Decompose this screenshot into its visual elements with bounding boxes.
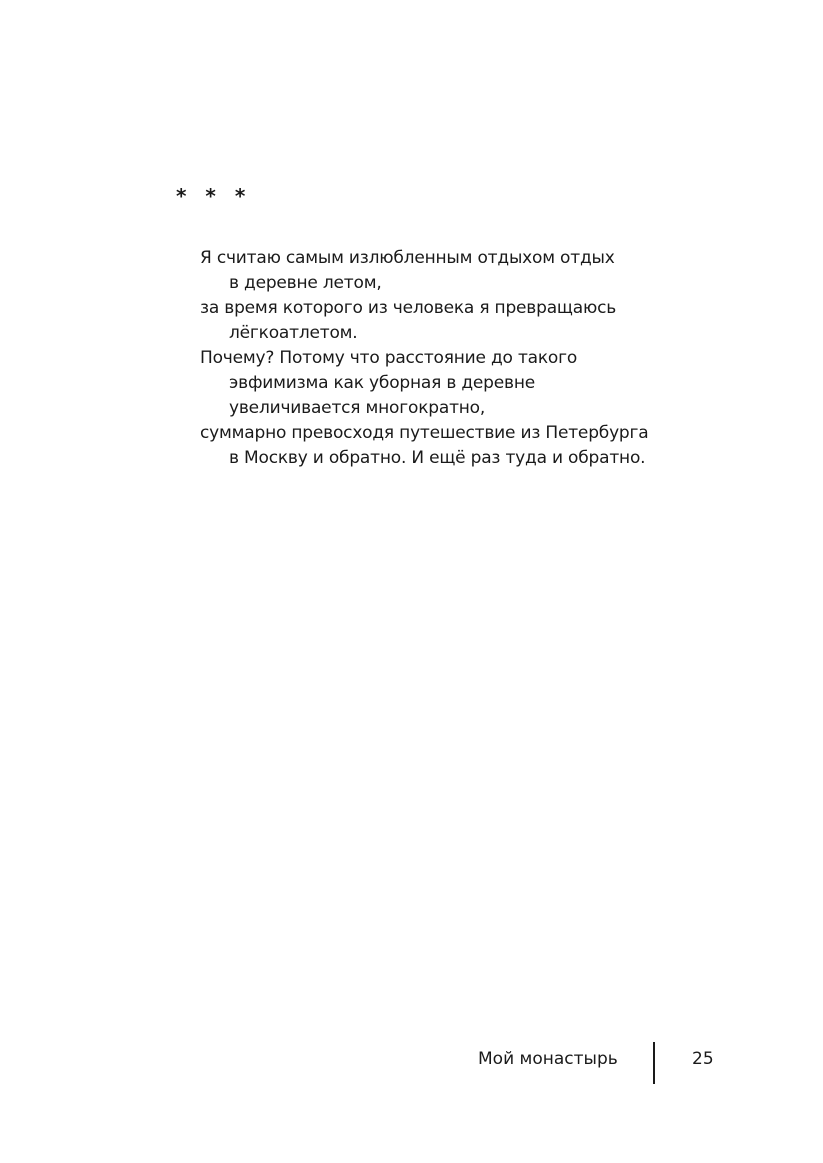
- poem-line: увеличивается многократно,: [229, 398, 486, 418]
- poem-line: Я считаю самым излюбленным отдыхом отдых: [200, 248, 615, 268]
- poem-line: эвфимизма как уборная в деревне: [229, 373, 536, 393]
- page-number: 25: [692, 1049, 714, 1069]
- poem-line: суммарно превосходя путешествие из Петербурга: [200, 423, 649, 443]
- poem-line: Почему? Потому что расстояние до такого: [200, 348, 578, 368]
- poem-line: в деревне летом,: [229, 273, 382, 293]
- footer-book-title: Мой монастырь: [478, 1049, 618, 1069]
- poem-line: в Москву и обратно. И ещё раз туда и обратно.: [229, 448, 646, 468]
- poem-line: лёгкоатлетом.: [229, 323, 358, 343]
- section-marker: * * *: [176, 184, 252, 208]
- footer-divider: [653, 1042, 655, 1084]
- poem-line: за время которого из человека я превращаюсь: [200, 298, 617, 318]
- poem: [200, 246, 720, 471]
